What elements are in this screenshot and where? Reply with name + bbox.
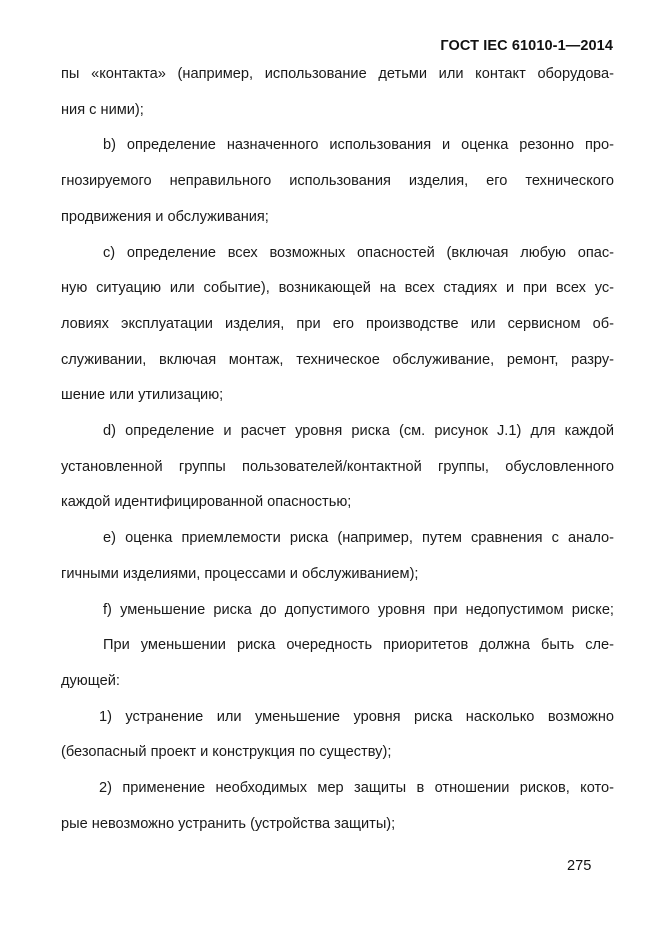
document-body bbox=[61, 57, 614, 842]
text-line: При уменьшении риска очередность приоритетов должна быть сле- bbox=[103, 637, 614, 654]
list-item-c bbox=[61, 236, 614, 415]
text-line: f) уменьшение риска до допустимого уровня при недопустимом риске; bbox=[103, 601, 614, 618]
text-line: e) оценка приемлемости риска (например, путем сравнения с анало- bbox=[103, 530, 614, 547]
numbered-item-2 bbox=[61, 771, 614, 842]
document-header-standard-code: ГОСТ IEC 61010-1—2014 bbox=[440, 38, 613, 54]
text-line: c) определение всех возможных опасностей (включая любую опас- bbox=[103, 244, 614, 261]
page-number: 275 bbox=[567, 858, 592, 874]
text-line: гнозируемого неправильного использования изделия, его технического bbox=[61, 173, 614, 190]
text-line: пы «контакта» (например, использование детьми или контакт оборудова- bbox=[61, 66, 614, 82]
text-line: (безопасный проект и конструкция по существу); bbox=[61, 744, 392, 761]
text-line: служивании, включая монтаж, техническое обслуживание, ремонт, разру- bbox=[61, 351, 614, 368]
text-line: рые невозможно устранить (устройства защиты); bbox=[61, 815, 396, 832]
text-line: шение или утилизацию; bbox=[61, 387, 224, 404]
text-line: ную ситуацию или событие), возникающей на всех стадиях и при всех ус- bbox=[61, 280, 614, 297]
text-line: b) определение назначенного использования и оценка резонно про- bbox=[103, 137, 614, 154]
text-line: продвижения и обслуживания; bbox=[61, 208, 269, 225]
text-line: 1) устранение или уменьшение уровня риска насколько возможно bbox=[99, 708, 614, 725]
paragraph-priority-order bbox=[61, 628, 614, 699]
text-line: установленной группы пользователей/контактной группы, обусловленного bbox=[61, 458, 614, 475]
text-line: гичными изделиями, процессами и обслуживанием); bbox=[61, 565, 419, 582]
text-line: d) определение и расчет уровня риска (см. рисунок J.1) для каждой bbox=[103, 423, 614, 440]
list-item-e bbox=[61, 521, 614, 592]
list-item-b bbox=[61, 128, 614, 235]
numbered-item-1 bbox=[61, 700, 614, 771]
paragraph-contact-continuation bbox=[61, 57, 614, 128]
text-line: ловиях эксплуатации изделия, при его производстве или сервисном об- bbox=[61, 315, 614, 332]
text-line: 2) применение необходимых мер защиты в отношении рисков, кото- bbox=[99, 780, 614, 797]
text-line: дующей: bbox=[61, 672, 120, 689]
text-line: каждой идентифицированной опасностью; bbox=[61, 494, 352, 511]
list-item-f bbox=[61, 593, 614, 629]
text-line: ния с ними); bbox=[61, 101, 144, 118]
list-item-d bbox=[61, 414, 614, 521]
